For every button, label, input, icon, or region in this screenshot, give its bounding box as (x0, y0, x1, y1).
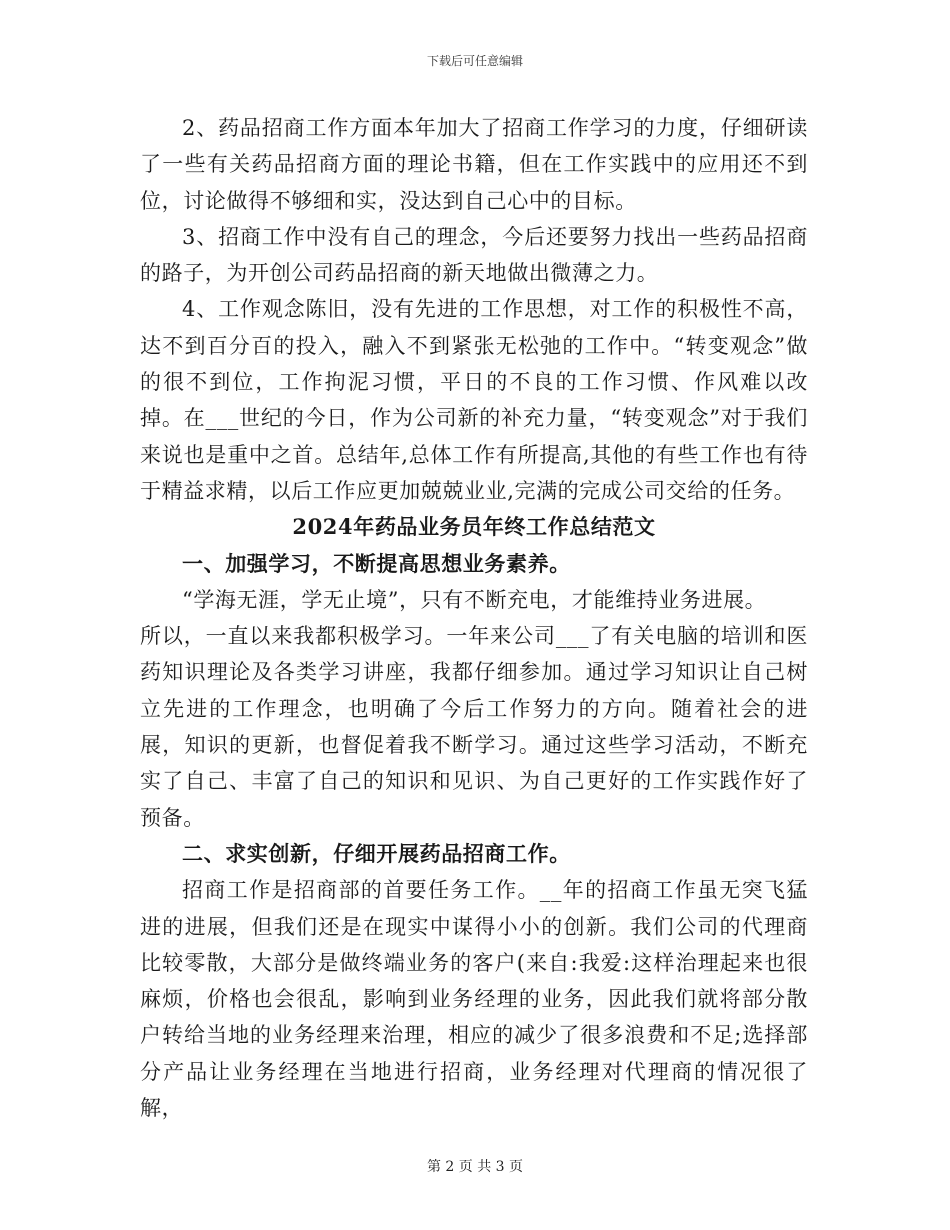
document-title: 2024年药品业务员年终工作总结范文 (292, 514, 656, 540)
document-body (140, 110, 808, 1126)
paragraph-item-4: 4、工作观念陈旧，没有先进的工作思想，对工作的积极性不高，达不到百分百的投入，融入不到紧张无松弛的工作中。“转变观念”做的很不到位，工作拘泥习惯，平日的不良的工作习惯、作风难以改掉。在___世纪的今日，作为公司新的补充力量，“转变观念”对于我们来说也是重中之首。总结年,总体工作有所提高,其他的有些工作也有待于精益求精，以后工作应更加兢兢业业,完满的完成公司交给的任务。 (140, 297, 808, 503)
page-header-note: 下载后可任意编辑 (426, 54, 523, 68)
page-number: 第 2 页 共 3 页 (426, 1159, 524, 1175)
paragraph-learning: 所以，一直以来我都积极学习。一年来公司___了有关电脑的培训和医药知识理论及各类学习讲座，我都仔细参加。通过学习知识让自己树立先进的工作理念，也明确了今后工作努力的方向。随着社会的进展，知识的更新，也督促着我不断学习。通过这些学习活动，不断充实了自己、丰富了自己的知识和见识、为自己更好的工作实践作好了预备。 (140, 624, 808, 830)
paragraph-item-3: 3、招商工作中没有自己的理念，今后还要努力找出一些药品招商的路子，为开创公司药品招商的新天地做出微薄之力。 (140, 224, 808, 286)
section-heading-1: 一、加强学习，不断提高思想业务素养。 (182, 550, 571, 576)
paragraph-item-2: 2、药品招商工作方面本年加大了招商工作学习的力度，仔细研读了一些有关药品招商方面的理论书籍，但在工作实践中的应用还不到位，讨论做得不够细和实，没达到自己心中的目标。 (140, 116, 808, 213)
paragraph-quote: “学海无涯，学无止境”，只有不断充电，才能维持业务进展。 (182, 587, 767, 612)
section-heading-2: 二、求实创新，仔细开展药品招商工作。 (182, 840, 571, 866)
paragraph-investment: 招商工作是招商部的首要任务工作。__年的招商工作虽无突飞猛进的进展，但我们还是在现实中谋得小小的创新。我们公司的代理商比较零散，大部分是做终端业务的客户(来自:我爱:这样治理起来也很麻烦，价格也会很乱，影响到业务经理的业务，因此我们就将部分散户转给当地的业务经理来治理，相应的减少了很多浪费和不足;选择部分产品让业务经理在当地进行招商，业务经理对代理商的情况很了解， (140, 878, 808, 1121)
